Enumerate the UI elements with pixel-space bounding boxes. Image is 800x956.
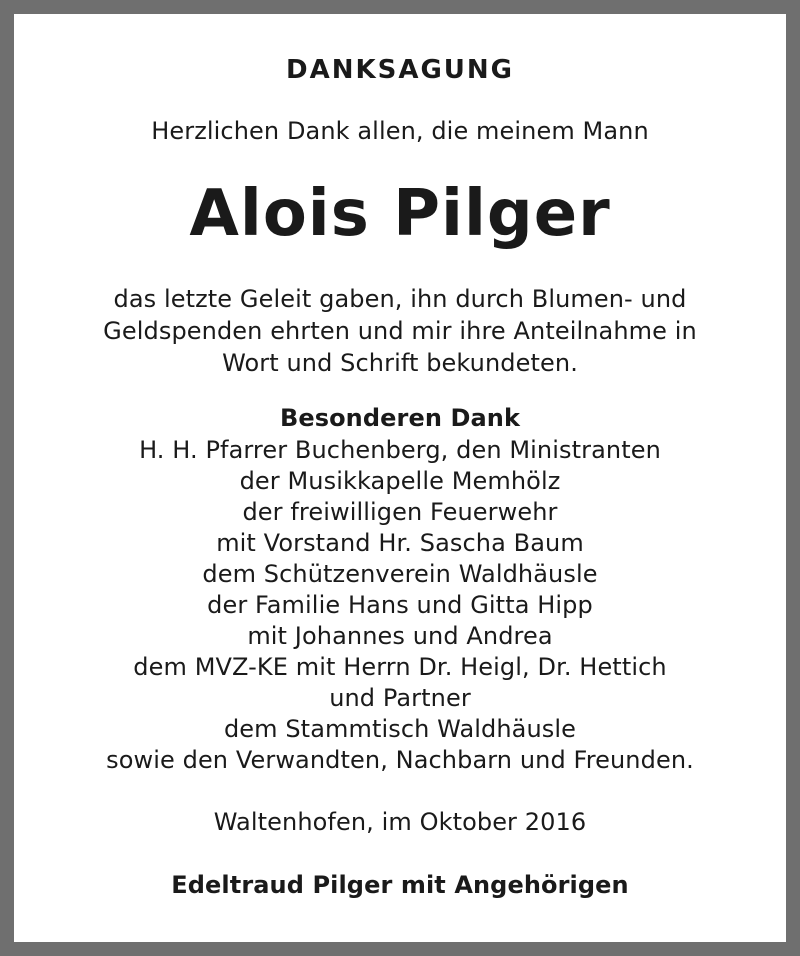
thanks-line-4: mit Vorstand Hr. Sascha Baum (216, 529, 584, 557)
body-line-3: Wort und Schrift bekundeten. (222, 349, 578, 377)
thanks-line-2: der Musikkapelle Memhölz (239, 467, 561, 495)
thanks-line-6: der Familie Hans und Gitta Hipp (207, 591, 593, 619)
intro-line: Herzlichen Dank allen, die meinem Mann (151, 117, 649, 145)
thanks-line-8: dem MVZ-KE mit Herrn Dr. Heigl, Dr. Hettich (133, 653, 667, 681)
thanks-line-1: H. H. Pfarrer Buchenberg, den Ministranten (139, 436, 661, 464)
special-thanks-title: Besonderen Dank (279, 404, 521, 432)
thanks-line-7: mit Johannes und Andrea (247, 622, 553, 650)
thanks-line-10: dem Stammtisch Waldhäusle (223, 715, 577, 743)
body-line-1: das letzte Geleit gaben, ihn durch Blumen- und (113, 285, 687, 313)
body-line-2: Geldspenden ehrten und mir ihre Anteilnahme in (103, 317, 697, 345)
deceased-name: Alois Pilger (189, 177, 611, 251)
notice-heading: DANKSAGUNG (285, 55, 514, 85)
signature: Edeltraud Pilger mit Angehörigen (171, 871, 629, 899)
place-date: Waltenhofen, im Oktober 2016 (213, 808, 587, 836)
obituary-thanks-notice (14, 14, 786, 942)
thanks-line-11: sowie den Verwandten, Nachbarn und Freunden. (106, 746, 694, 774)
thanks-line-9: und Partner (329, 684, 471, 712)
thanks-line-3: der freiwilligen Feuerwehr (242, 498, 558, 526)
thanks-line-5: dem Schützenverein Waldhäusle (202, 560, 598, 588)
